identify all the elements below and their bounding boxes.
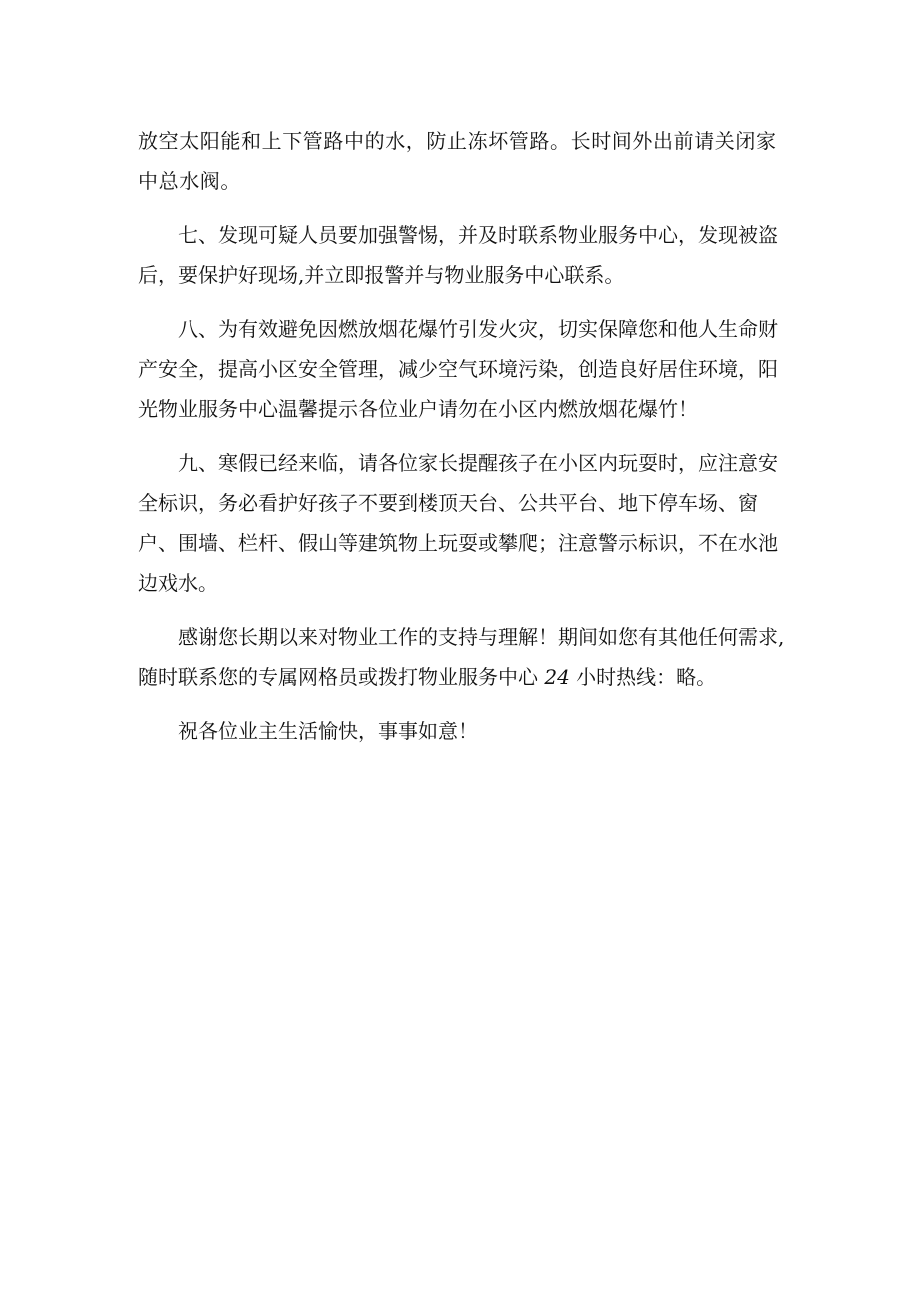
paragraph-closing-wishes: 祝各位业主生活愉快，事事如意！ <box>178 719 478 743</box>
document-body <box>138 121 788 751</box>
paragraph-thanks <box>138 617 788 697</box>
thanks-text: 感谢您长期以来对物业工作的支持与理解！期间如您有其他任何需求,随时联系您的专属网格员或拨打物业服务中心 <box>138 625 785 689</box>
paragraph-item-7-suspicious-persons: 七、发现可疑人员要加强警惕，并及时联系物业服务中心，发现被盗后，要保护好现场,并立即报警并与物业服务中心联系。 <box>138 223 778 287</box>
paragraph-item-8-fireworks: 八、为有效避免因燃放烟花爆竹引发火灾，切实保障您和他人生命财产安全，提高小区安全管理，减少空气环境污染，创造良好居住环境，阳光物业服务中心温馨提示各位业户请勿在小区内燃放烟花爆竹！ <box>138 317 778 421</box>
hotline-text: 小时热线：略。 <box>576 665 717 689</box>
paragraph-item-9-winter-vacation: 九、寒假已经来临，请各位家长提醒孩子在小区内玩耍时，应注意安全标识，务必看护好孩子不要到楼顶天台、公共平台、地下停车场、窗户、围墙、栏杆、假山等建筑物上玩耍或攀爬；注意警示标识，不在水池边戏水。 <box>138 451 778 595</box>
hotline-hours: 24 <box>544 665 570 689</box>
paragraph-drain-water: 放空太阳能和上下管路中的水，防止冻坏管路。长时间外出前请关闭家中总水阀。 <box>138 129 777 193</box>
